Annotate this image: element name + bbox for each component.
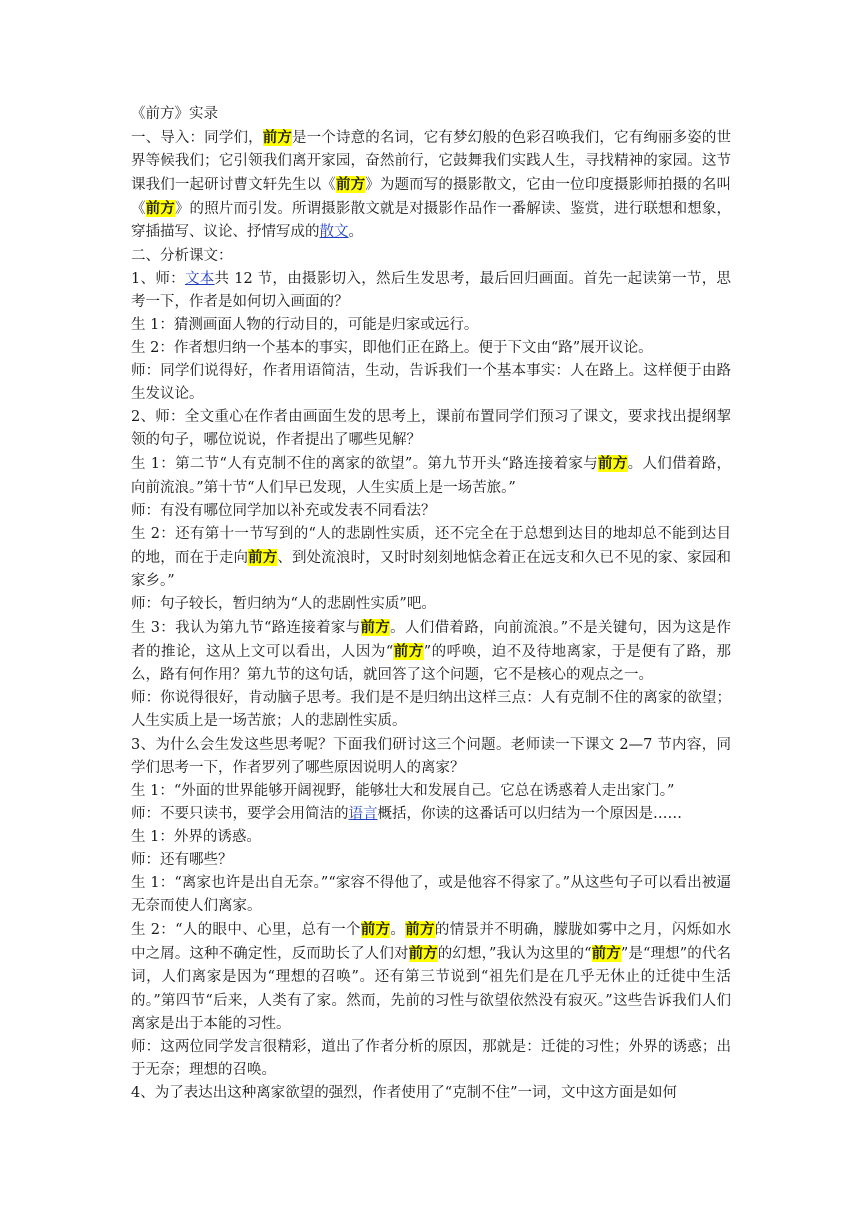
highlighted-term: 前方 [248,548,278,566]
paragraph [131,337,731,360]
text-run: 生 3：我认为第九节“路连接着家与 [131,620,361,637]
highlighted-term: 前方 [360,619,391,637]
text-run: 师：不要只读书，要学会用简洁的 [131,805,349,822]
text-run: 生 1：“离家也许是出自无奈。”“家容不得他了，或是他容不得家了。”从这些句子可以看出被逼无奈而使人们离家。 [131,875,731,915]
text-run: 师：同学们说得好，作者用语简洁，生动，告诉我们一个基本事实：人在路上。这样便于由路生发议论。 [131,363,731,403]
text-run: 是一个诗意的名词，它有梦幻般的色彩召唤我们，它有绚丽多姿的世界等候我们；它引领我们离开家园，奋然前行，它鼓舞我们实践人生，寻找精神的家园。这节课我们一起研讨曹文轩先生以《 [131,130,732,194]
paragraph-list [131,126,731,1105]
paragraph [131,826,731,849]
paragraph [131,918,731,1035]
paragraph [131,734,731,780]
inline-link[interactable]: 散文 [319,224,349,241]
text-run: 二、分析课文： [131,247,233,264]
paragraph [131,849,731,872]
highlighted-term: 前方 [393,643,424,661]
paragraph [131,687,731,733]
paragraph [131,616,731,687]
highlighted-term: 前方 [360,921,391,939]
highlighted-term: 前方 [405,921,435,939]
paragraph [131,406,731,452]
text-run: 4、为了表达出这种离家欲望的强烈，作者使用了“克制不住”一词，文中这方面是如何 [131,1084,678,1101]
paragraph [131,593,731,616]
text-run: ”的呼唤，迫不及待地离家，于是便有了路，那么，路有何作用？第九节的这句话，就回答了这个问题，它不是核心的观点之一。 [131,644,731,684]
text-run: 师：还有哪些？ [131,852,233,868]
text-run: 生 1：外界的诱惑。 [131,828,261,845]
document-title: 《前方》实录 [131,106,218,122]
text-run: 生 1：猜测画面人物的行动目的，可能是归家或远行。 [131,316,479,333]
text-run: 师：句子较长，暂归纳为“人的悲剧性实质”吧。 [131,595,436,612]
text-run: 。 [390,922,406,939]
paragraph [131,1082,731,1105]
text-run: 师：你说得很好，肯动脑子思考。我们是不是归纳出这样三点：人有克制不住的离家的欲望；人生实质上是一场苦旅；人的悲剧性实质。 [131,690,731,730]
inline-link[interactable]: 文本 [184,270,215,287]
text-run: 。 [348,224,363,241]
text-run: 共 12 节，由摄影切入，然后生发思考，最后回归画面。首先一起读第一节，思考一下，作者是如何切入画面的？ [131,270,731,310]
text-run: 的情景并不明确，朦胧如雾中之月，闪烁如水中之屑。这种不确定性，反而助长了人们对 [131,922,732,963]
text-run: 。人们借着路，向前流浪。”不是关键句，因为这是作者的推论，这从上文可以看出，人因为“ [131,620,731,661]
paragraph [131,780,731,803]
text-run: 生 2：“人的眼中、心里，总有一个 [131,922,361,939]
inline-link[interactable]: 语言 [348,805,378,822]
text-run: 》的照片而引发。所谓摄影散文就是对摄影作品作一番解读、鉴赏，进行联想和想象，穿插描写、议论、抒情写成的 [131,201,732,241]
text-run: 生 1：“外面的世界能够开阔视野，能够壮大和发展自己。它总在诱惑着人走出家门。” [131,782,675,799]
text-run: 一、导入：同学们， [131,130,263,147]
paragraph [131,314,731,337]
text-run: 2、师：全文重心在作者由画面生发的思考上，课前布置同学们预习了课文，要求找出提纲挈领的句子，哪位说说，作者提出了哪些见解？ [131,409,731,449]
text-run: 、到处流浪时，又时时刻刻地惦念着正在远支和久已不见的家、家园和家乡。” [131,549,732,589]
paragraph [131,126,731,244]
text-run: 生 1：第二节“人有克制不住的离家的欲望”。第九节开头“路连接着家与 [131,456,599,473]
text-run: 师：有没有哪位同学加以补充或发表不同看法？ [131,502,436,519]
text-run: 。人们借着路，向前流浪。”第十节“人们早已发现，人生实质上是一场苦旅。” [131,456,732,496]
text-run: 3、为什么会生发这些思考呢？下面我们研讨这三个问题。老师读一下课文 2—7 节内容，同学们思考一下，作者罗列了哪些原因说明人的离家？ [131,736,731,776]
paragraph [131,803,731,826]
paragraph [131,452,731,499]
text-run: ”是“理想”的代名词，人们离家是因为“理想的召唤”。还有第三节说到“祖先们是在几乎无休止的迁徙中生活的。”第四节“后来，人类有了家。然而，先前的习性与欲望依然没有寂灭。”这些告诉我们人们离家是出于本能的习性。 [131,946,731,1032]
highlighted-term: 前方 [262,129,293,147]
paragraph [131,360,731,406]
paragraph [131,500,731,523]
highlighted-term: 前方 [598,455,628,473]
paragraph [131,245,731,268]
paragraph [131,523,731,593]
text-run: 生 2：作者想归纳一个基本的事实，即他们正在路上。便于下文由“路”展开议论。 [131,339,653,356]
paragraph [131,1036,731,1082]
highlighted-term: 前方 [145,200,175,218]
text-run: 概括，你读的这番话可以归结为一个原因是…… [377,805,682,822]
text-run: 1、师： [131,270,185,287]
text-run: 生 2：还有第十一节写到的“人的悲剧性实质，还不完全在于总想到达目的地却总不能到达目的地，而在于走向 [131,525,731,566]
text-run: 的幻想，”我认为这里的“ [437,946,592,963]
highlighted-term: 前方 [408,945,438,963]
document-body [131,103,731,1105]
text-run: 》为题而写的摄影散文，它由一位印度摄影师拍摄的名叫《 [131,177,732,218]
highlighted-term: 前方 [591,945,621,963]
highlighted-term: 前方 [335,176,366,194]
paragraph [131,872,731,918]
paragraph [131,268,731,314]
text-run: 师：这两位同学发言很精彩，道出了作者分析的原因，那就是：迁徙的习性；外界的诱惑；出于无奈；理想的召唤。 [131,1038,731,1078]
